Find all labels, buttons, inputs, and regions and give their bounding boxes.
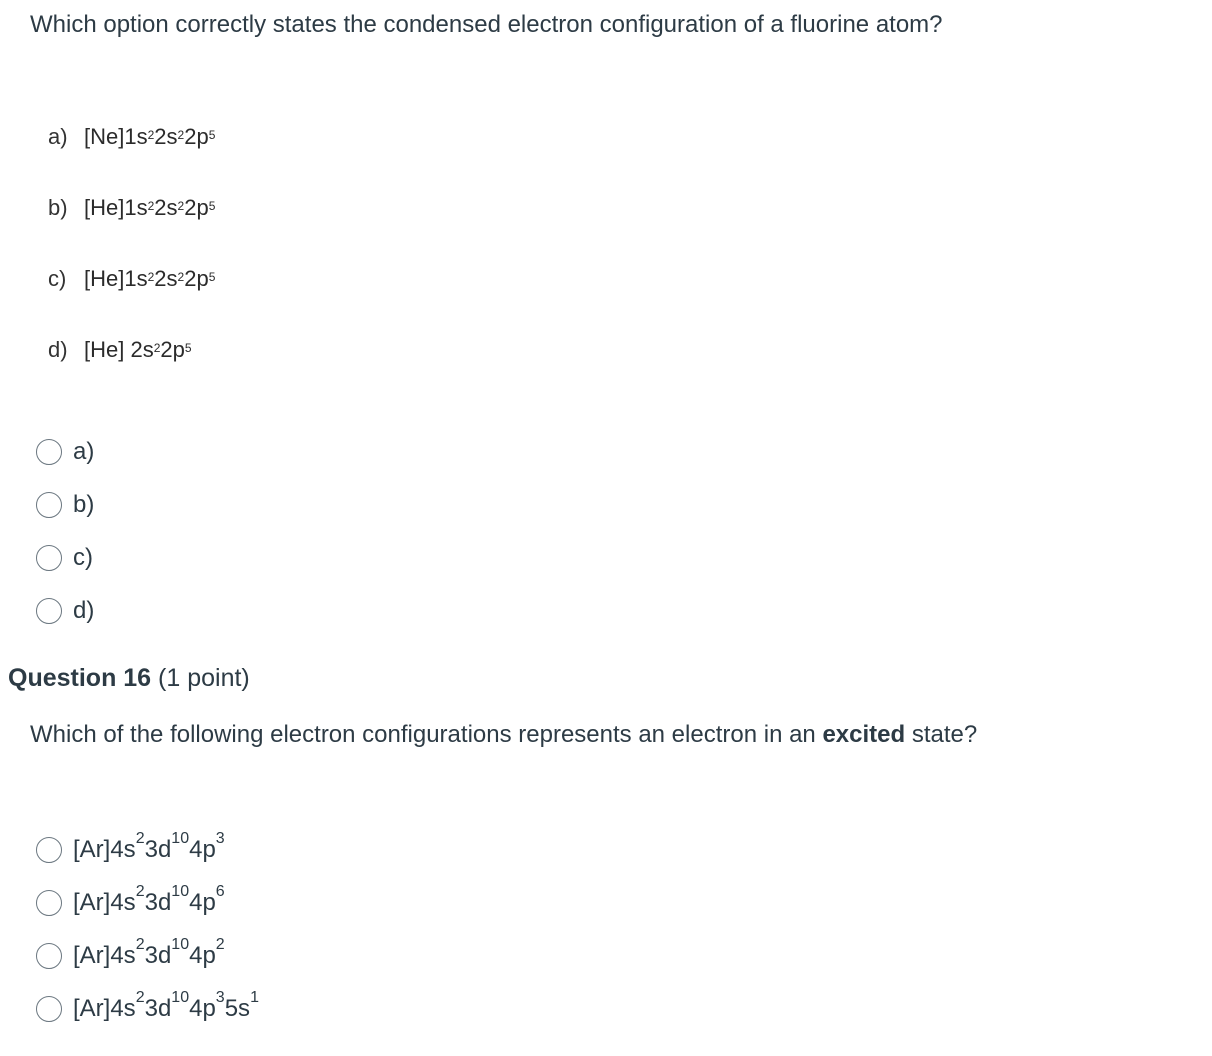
answer-choice-b[interactable] (36, 478, 94, 531)
answer-choice-label[interactable] (73, 935, 225, 970)
config-term: 3d (144, 994, 172, 1022)
config-exponent: 2 (147, 270, 155, 284)
config-exponent: 5 (208, 199, 216, 213)
question-16-answer-choices (36, 823, 259, 1035)
stem-option-letter: c) (48, 266, 67, 291)
radio-unchecked-icon[interactable] (36, 943, 62, 969)
config-exponent: 2 (215, 935, 225, 953)
config-exponent: 2 (135, 829, 145, 847)
answer-choice-d[interactable] (36, 584, 94, 637)
question-15-stem-options (48, 118, 215, 402)
config-term: [Ar]4s (73, 835, 136, 863)
config-term: [He]1s (84, 266, 148, 291)
radio-unchecked-icon[interactable] (36, 492, 62, 518)
config-term: [Ar]4s (73, 941, 136, 969)
config-term: 4p (189, 888, 216, 916)
config-term: [Ar]4s (73, 888, 136, 916)
config-exponent: 2 (135, 988, 145, 1006)
config-exponent: 3 (215, 988, 225, 1006)
config-exponent: 2 (177, 270, 185, 284)
answer-choice-1[interactable] (36, 823, 259, 876)
answer-choice-label[interactable] (73, 829, 225, 864)
config-exponent: 5 (208, 270, 216, 284)
config-exponent: 3 (215, 829, 225, 847)
config-exponent: 6 (215, 882, 225, 900)
answer-choice-a[interactable] (36, 425, 94, 478)
radio-unchecked-icon[interactable] (36, 890, 62, 916)
config-term: [He] 2s (84, 337, 154, 362)
config-term: 5s (224, 994, 251, 1022)
config-term: [Ne]1s (84, 124, 148, 149)
answer-choice-4[interactable] (36, 982, 259, 1035)
stem-option (48, 189, 215, 260)
question-16-title: Question 16 (8, 664, 152, 692)
answer-choice-2[interactable] (36, 876, 259, 929)
config-exponent: 10 (171, 935, 190, 953)
config-term: 2p (184, 195, 209, 220)
config-exponent: 2 (177, 199, 185, 213)
question-16-points: (1 point) (151, 664, 250, 692)
question-16-prompt (30, 716, 990, 753)
config-term: 3d (144, 888, 172, 916)
config-term: 2p (160, 337, 185, 362)
config-term: 2p (184, 266, 209, 291)
config-term: 3d (144, 941, 172, 969)
config-exponent: 2 (135, 935, 145, 953)
stem-option-letter: d) (48, 337, 68, 362)
config-exponent: 10 (171, 882, 190, 900)
question-16-prompt-text: Which of the following electron configurations represents an electron in an (30, 721, 823, 748)
config-term: 2s (154, 195, 178, 220)
answer-choice-label[interactable]: a) (73, 437, 95, 465)
config-term: 4p (189, 835, 216, 863)
config-term: 4p (189, 941, 216, 969)
stem-option (48, 118, 215, 189)
config-exponent: 2 (177, 128, 185, 142)
stem-option-letter: a) (48, 124, 68, 149)
radio-unchecked-icon[interactable] (36, 545, 62, 571)
answer-choice-label[interactable]: d) (73, 596, 95, 624)
config-term: 2p (184, 124, 209, 149)
answer-choice-label[interactable]: c) (73, 543, 93, 571)
question-15-answer-choices (36, 425, 94, 637)
radio-unchecked-icon[interactable] (36, 996, 62, 1022)
config-term: 3d (144, 835, 172, 863)
answer-choice-label[interactable] (73, 988, 259, 1023)
config-exponent: 10 (171, 988, 190, 1006)
stem-option (48, 331, 215, 402)
question-16-prompt-emphasis: excited (822, 721, 906, 748)
config-term: [He]1s (84, 195, 148, 220)
config-exponent: 2 (153, 341, 161, 355)
config-exponent: 10 (171, 829, 190, 847)
answer-choice-3[interactable] (36, 929, 259, 982)
config-term: 2s (154, 124, 178, 149)
config-term: 2s (154, 266, 178, 291)
config-exponent: 2 (147, 128, 155, 142)
stem-option (48, 260, 215, 331)
config-exponent: 5 (208, 128, 216, 142)
stem-option-letter: b) (48, 195, 68, 220)
radio-unchecked-icon[interactable] (36, 439, 62, 465)
answer-choice-c[interactable] (36, 531, 94, 584)
answer-choice-label[interactable]: b) (73, 490, 95, 518)
radio-unchecked-icon[interactable] (36, 598, 62, 624)
config-exponent: 2 (147, 199, 155, 213)
radio-unchecked-icon[interactable] (36, 837, 62, 863)
config-exponent: 1 (250, 988, 259, 1006)
question-15-prompt: Which option correctly states the condensed electron configuration of a fluorine atom? (30, 11, 943, 38)
config-term: [Ar]4s (73, 994, 136, 1022)
question-16-header (8, 664, 250, 693)
config-term: 4p (189, 994, 216, 1022)
config-exponent: 2 (135, 882, 145, 900)
answer-choice-label[interactable] (73, 882, 225, 917)
config-exponent: 5 (184, 341, 192, 355)
question-16-prompt-end: state? (905, 721, 978, 748)
